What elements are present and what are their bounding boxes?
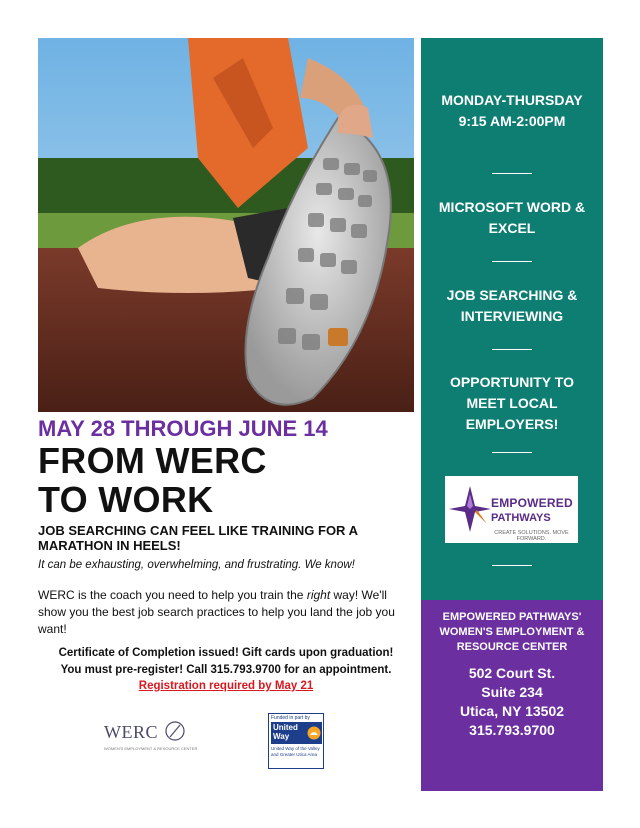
body-before: WERC is the coach you need to help you train the xyxy=(38,588,307,602)
headline-line-1: FROM WERC xyxy=(38,440,267,481)
org-name: EMPOWERED PATHWAYS' WOMEN'S EMPLOYMENT & RESOURCE CENTER xyxy=(439,611,585,653)
divider xyxy=(492,349,532,350)
uw-name xyxy=(273,723,298,741)
headline-line-2: TO WORK xyxy=(38,479,214,520)
registration-text: Registration required by May 21 xyxy=(138,680,314,692)
uw-funded: Funded in part by xyxy=(271,715,310,721)
headline xyxy=(38,441,267,519)
united-way-logo xyxy=(268,713,324,769)
registration-deadline xyxy=(38,680,414,692)
werc-tagline: WOMEN'S EMPLOYMENT & RESOURCE CENTER xyxy=(104,746,198,751)
body-emphasis: right xyxy=(306,588,331,602)
schedule-days: MONDAY-THURSDAY 9:15 AM-2:00PM xyxy=(441,92,583,129)
divider xyxy=(492,452,532,453)
topic-word-excel: MICROSOFT WORD & EXCEL xyxy=(438,199,586,236)
uw-name-2: Way xyxy=(273,732,290,741)
address-city: Utica, NY 13502 xyxy=(459,703,565,719)
hero-photo xyxy=(38,38,414,412)
body-text xyxy=(38,587,418,638)
subheading: JOB SEARCHING CAN FEEL LIKE TRAINING FOR A MARATHON IN HEELS! xyxy=(38,523,358,553)
certificate-line: Certificate of Completion issued! Gift cards upon graduation! xyxy=(58,647,394,659)
divider xyxy=(492,173,532,174)
logo-line-2: PATHWAYS xyxy=(491,512,551,524)
address-suite: Suite 234 xyxy=(481,684,543,700)
divider xyxy=(492,565,532,566)
phone-number: 315.793.9700 xyxy=(469,722,555,738)
preregister-line: You must pre-register! Call 315.793.9700 for an appointment. xyxy=(60,664,392,676)
runner-shoe-photo xyxy=(38,38,414,412)
logo-tagline: CREATE SOLUTIONS. MOVE FORWARD. xyxy=(494,530,569,542)
body-after: way! We'll show you the best job search practices to help you land the job you want! xyxy=(38,588,395,636)
empowered-pathways-logo xyxy=(445,476,578,543)
compass-star-icon xyxy=(447,484,493,534)
werc-name: WERC xyxy=(104,722,158,742)
logo-line-1: EMPOWERED xyxy=(491,496,573,510)
italic-line: It can be exhausting, overwhelming, and frustrating. We know! xyxy=(38,559,355,571)
topic-employers: OPPORTUNITY TO MEET LOCAL EMPLOYERS! xyxy=(450,374,574,432)
uw-subtitle: United Way of the Valley and Greater Utica Area xyxy=(271,746,320,757)
address-street: 502 Court St. xyxy=(468,665,556,681)
uw-name-1: United xyxy=(273,723,298,732)
certificate-info xyxy=(38,645,414,679)
werc-logo xyxy=(104,712,198,754)
divider xyxy=(492,261,532,262)
topic-job-searching: JOB SEARCHING & INTERVIEWING xyxy=(446,287,578,324)
info-column xyxy=(421,38,603,600)
united-way-hand-icon xyxy=(307,726,321,740)
program-dates: MAY 28 THROUGH JUNE 14 xyxy=(38,416,328,441)
contact-panel xyxy=(421,600,603,791)
compass-icon xyxy=(164,720,186,742)
address-block xyxy=(421,664,603,740)
